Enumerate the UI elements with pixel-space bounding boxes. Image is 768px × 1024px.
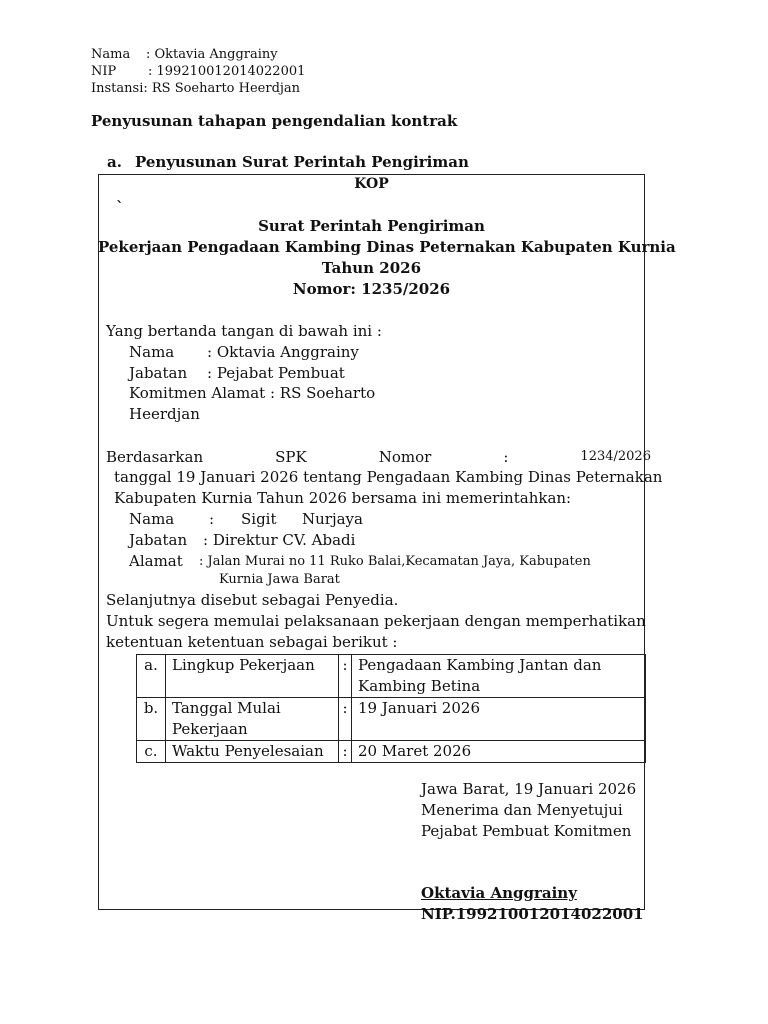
row-value: Pengadaan Kambing Jantan dan Kambing Betina: [352, 655, 646, 698]
basis-line-1: [106, 450, 651, 465]
provider-name-colon: :: [209, 510, 215, 528]
row-key: Lingkup Pekerjaan: [166, 655, 339, 698]
header-name-value: : Oktavia Anggrainy: [146, 47, 278, 62]
provider-name-first: Sigit: [241, 510, 277, 528]
letter-intro: Yang bertanda tangan di bawah ini :: [106, 322, 382, 340]
basis-word-3: Nomor: [378, 448, 432, 466]
signer-line3: Komitmen Alamat : RS Soeharto: [129, 384, 376, 402]
row-number: c.: [137, 741, 166, 763]
table-row: [137, 698, 646, 741]
row-key: Waktu Penyelesaian: [166, 741, 339, 763]
provider-name-label: Nama: [129, 510, 175, 528]
row-value: 19 Januari 2026: [352, 698, 646, 741]
header-nip-value: : 199210012014022001: [148, 64, 306, 79]
instruction-line-1: Untuk segera memulai pelaksanaan pekerjaan dengan memperhatikan: [106, 612, 646, 630]
closing-role: Pejabat Pembuat Komitmen: [421, 822, 632, 840]
subsection-marker: a.: [107, 153, 122, 171]
provider-jabatan-label: Jabatan: [129, 531, 188, 549]
closing-agree: Menerima dan Menyetujui: [421, 801, 623, 819]
provider-alamat-label: Alamat: [129, 552, 183, 570]
row-number: b.: [137, 698, 166, 741]
basis-line-3: Kabupaten Kurnia Tahun 2026 bersama ini memerintahkan:: [114, 489, 572, 507]
penyedia-line: Selanjutnya disebut sebagai Penyedia.: [106, 591, 399, 609]
row-colon: :: [339, 698, 352, 741]
subsection-title: Penyusunan Surat Perintah Pengiriman: [135, 153, 469, 171]
signer-line4: Heerdjan: [129, 405, 200, 423]
signer-name-label: Nama: [129, 343, 175, 361]
basis-line-2: tanggal 19 Januari 2026 tentang Pengadaan Kambing Dinas Peternakan: [114, 468, 663, 486]
row-number: a.: [137, 655, 166, 698]
provider-name-last: Nurjaya: [302, 510, 363, 528]
terms-table: [136, 654, 646, 763]
letter-kop: KOP: [354, 176, 389, 192]
letter-year: Tahun 2026: [321, 259, 422, 277]
row-key: Tanggal Mulai Pekerjaan: [166, 698, 339, 741]
basis-word-1: Berdasarkan: [106, 448, 204, 466]
letter-title: Surat Perintah Pengiriman: [258, 217, 485, 235]
signer-jabatan-value: : Pejabat Pembuat: [207, 364, 345, 382]
instruction-line-2: ketentuan ketentuan sebagai berikut :: [106, 633, 398, 651]
header-name-label: Nama: [91, 47, 131, 62]
provider-alamat-cont: Kurnia Jawa Barat: [219, 572, 340, 587]
basis-word-2: SPK: [275, 448, 307, 466]
signer-nip: NIP.199210012014022001: [421, 905, 644, 923]
letter-subject: Pekerjaan Pengadaan Kambing Dinas Peternakan Kabupaten Kurnia: [98, 238, 676, 256]
basis-word-4: :: [503, 448, 509, 466]
row-colon: :: [339, 741, 352, 763]
basis-word-5: 1234/2026: [580, 449, 651, 464]
provider-alamat-value: : Jalan Murai no 11 Ruko Balai,Kecamatan Jaya, Kabupaten: [199, 554, 591, 569]
signer-name-value: : Oktavia Anggrainy: [207, 343, 359, 361]
signer-jabatan-label: Jabatan: [129, 364, 188, 382]
row-colon: :: [339, 655, 352, 698]
header-nip-label: NIP: [91, 64, 117, 79]
table-row: [137, 655, 646, 698]
table-row: [137, 741, 646, 763]
signer-name: Oktavia Anggrainy: [421, 884, 577, 902]
section-title: Penyusunan tahapan pengendalian kontrak: [91, 112, 458, 130]
letter-tick-mark: `: [116, 198, 124, 216]
closing-place-date: Jawa Barat, 19 Januari 2026: [421, 780, 637, 798]
row-value: 20 Maret 2026: [352, 741, 646, 763]
provider-jabatan-value: : Direktur CV. Abadi: [203, 531, 356, 549]
letter-number: Nomor: 1235/2026: [292, 280, 451, 298]
header-instansi: Instansi: RS Soeharto Heerdjan: [91, 81, 301, 96]
